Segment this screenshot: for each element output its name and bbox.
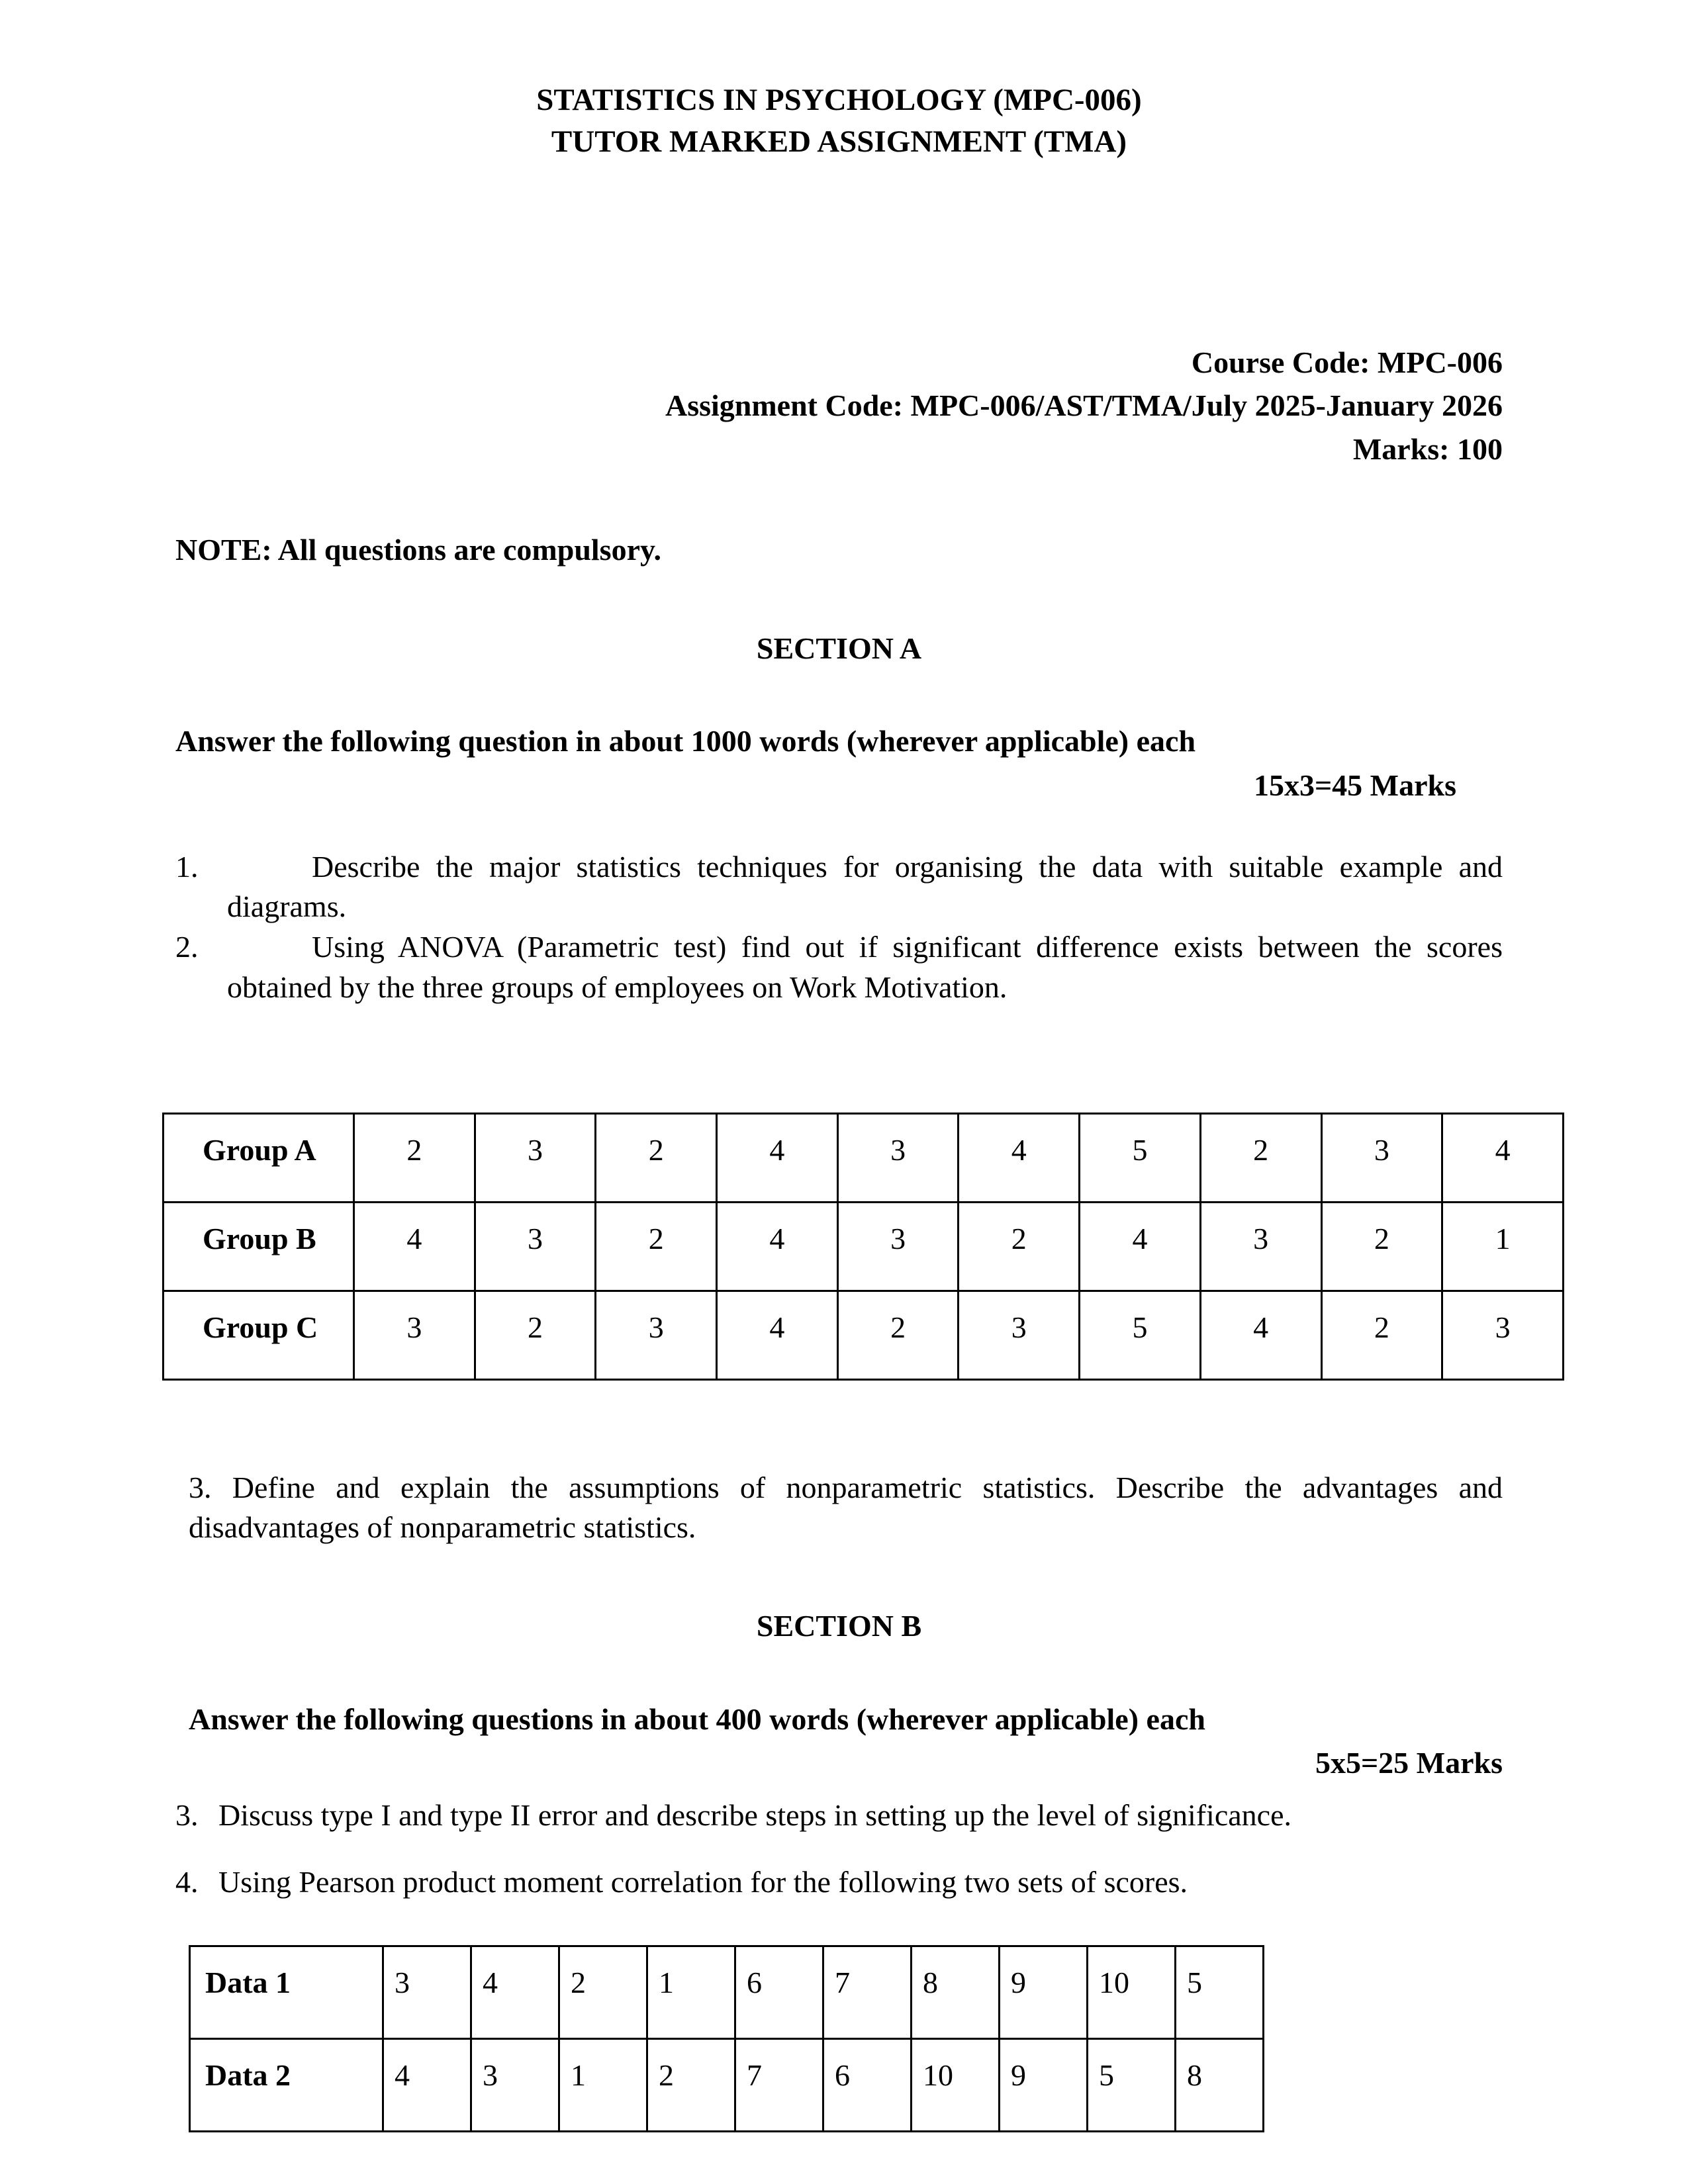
table-cell: 9 (1000, 2038, 1088, 2131)
course-code: Course Code: MPC-006 (1191, 345, 1503, 379)
table-cell: 2 (354, 1113, 475, 1202)
table-cell: 1 (647, 1946, 735, 2038)
table-cell: 3 (354, 1291, 475, 1379)
question-item-1 (175, 847, 1503, 927)
table-cell: 9 (1000, 1946, 1088, 2038)
table-cell: 2 (1200, 1113, 1321, 1202)
correlation-scores-table (189, 1945, 1264, 2132)
table-row-group-a (164, 1113, 1564, 1202)
total-marks: Marks: 100 (1352, 432, 1503, 466)
table-cell: 8 (1176, 2038, 1264, 2131)
row-label: Group C (164, 1291, 354, 1379)
table-cell: 2 (1321, 1202, 1442, 1291)
table-cell: 10 (1088, 1946, 1176, 2038)
table-cell: 2 (596, 1202, 717, 1291)
table-cell: 7 (735, 2038, 823, 2131)
question-item-2 (175, 927, 1503, 1007)
table-cell: 6 (823, 2038, 912, 2131)
question-number: 3. (175, 1798, 199, 1833)
row-label: Data 2 (190, 2038, 383, 2131)
question-text: Using ANOVA (Parametric test) find out if significant difference exists between the scores obtained by the three groups of employees on Work Motivation. (227, 930, 1503, 1004)
table-cell: 3 (596, 1291, 717, 1379)
section-a-marks: 15x3=45 Marks (1253, 768, 1456, 802)
table-cell: 2 (596, 1113, 717, 1202)
assignment-code: Assignment Code: MPC-006/AST/TMA/July 2025-January 2026 (665, 388, 1503, 423)
compulsory-note: NOTE: All questions are compulsory. (175, 532, 661, 567)
table-cell: 2 (647, 2038, 735, 2131)
question-item-3 (175, 1796, 1503, 1836)
row-label: Group B (164, 1202, 354, 1291)
table-cell: 10 (912, 2038, 1000, 2131)
question-item-4 (175, 1862, 1503, 1903)
table-cell: 4 (383, 2038, 471, 2131)
table-cell: 5 (1176, 1946, 1264, 2038)
section-a-question-list (175, 847, 1503, 1008)
table-cell: 4 (717, 1113, 838, 1202)
table-row-data-2 (190, 2038, 1264, 2131)
table-cell: 1 (559, 2038, 647, 2131)
table-cell: 4 (1442, 1113, 1564, 1202)
table-cell: 2 (475, 1291, 596, 1379)
question-number: 2. (175, 930, 199, 964)
section-a-instruction: Answer the following question in about 1000 words (wherever applicable) each (175, 724, 1196, 758)
table-cell: 4 (959, 1113, 1080, 1202)
table-cell: 3 (1442, 1291, 1564, 1379)
table-cell: 2 (959, 1202, 1080, 1291)
table-cell: 2 (1321, 1291, 1442, 1379)
table-cell: 4 (471, 1946, 559, 2038)
table-cell: 4 (354, 1202, 475, 1291)
question-number: 1. (175, 849, 199, 884)
table-cell: 3 (837, 1202, 959, 1291)
table-cell: 3 (471, 2038, 559, 2131)
table-row-group-b (164, 1202, 1564, 1291)
question-3-text: 3. Define and explain the assumptions of nonparametric statistics. Describe the advantages and disadvantages of nonparametric statistics. (189, 1470, 1503, 1545)
section-b-instruction: Answer the following questions in about 400 words (wherever applicable) each (189, 1702, 1205, 1736)
table-cell: 4 (717, 1291, 838, 1379)
table-row-data-1 (190, 1946, 1264, 2038)
table-cell: 3 (1321, 1113, 1442, 1202)
question-number: 4. (175, 1864, 199, 1899)
table-cell: 8 (912, 1946, 1000, 2038)
table-cell: 3 (383, 1946, 471, 2038)
row-label: Data 1 (190, 1946, 383, 2038)
table-cell: 2 (837, 1291, 959, 1379)
section-b-heading: SECTION B (756, 1609, 922, 1643)
table-cell: 5 (1080, 1113, 1201, 1202)
table-cell: 5 (1088, 2038, 1176, 2131)
course-meta-block (175, 341, 1503, 471)
document-title (175, 79, 1503, 163)
table-cell: 3 (959, 1291, 1080, 1379)
table-cell: 3 (475, 1113, 596, 1202)
title-line-2: TUTOR MARKED ASSIGNMENT (TMA) (551, 124, 1127, 159)
table-cell: 3 (837, 1113, 959, 1202)
table-cell: 5 (1080, 1291, 1201, 1379)
table-cell: 4 (717, 1202, 838, 1291)
table-cell: 4 (1200, 1291, 1321, 1379)
table-cell: 1 (1442, 1202, 1564, 1291)
question-text: Describe the major statistics techniques for organising the data with suitable example and diagrams. (227, 849, 1503, 924)
anova-scores-table (162, 1113, 1564, 1381)
table-cell: 2 (559, 1946, 647, 2038)
table-cell: 3 (475, 1202, 596, 1291)
section-a-heading: SECTION A (756, 631, 922, 665)
question-text: Using Pearson product moment correlation for the following two sets of scores. (218, 1864, 1188, 1899)
section-b-marks: 5x5=25 Marks (1315, 1746, 1503, 1780)
table-cell: 7 (823, 1946, 912, 2038)
table-cell: 3 (1200, 1202, 1321, 1291)
table-cell: 6 (735, 1946, 823, 2038)
table-cell: 4 (1080, 1202, 1201, 1291)
title-line-1: STATISTICS IN PSYCHOLOGY (MPC-006) (536, 83, 1142, 117)
question-text: Discuss type I and type II error and describe steps in setting up the level of significance. (218, 1798, 1292, 1833)
row-label: Group A (164, 1113, 354, 1202)
table-row-group-c (164, 1291, 1564, 1379)
